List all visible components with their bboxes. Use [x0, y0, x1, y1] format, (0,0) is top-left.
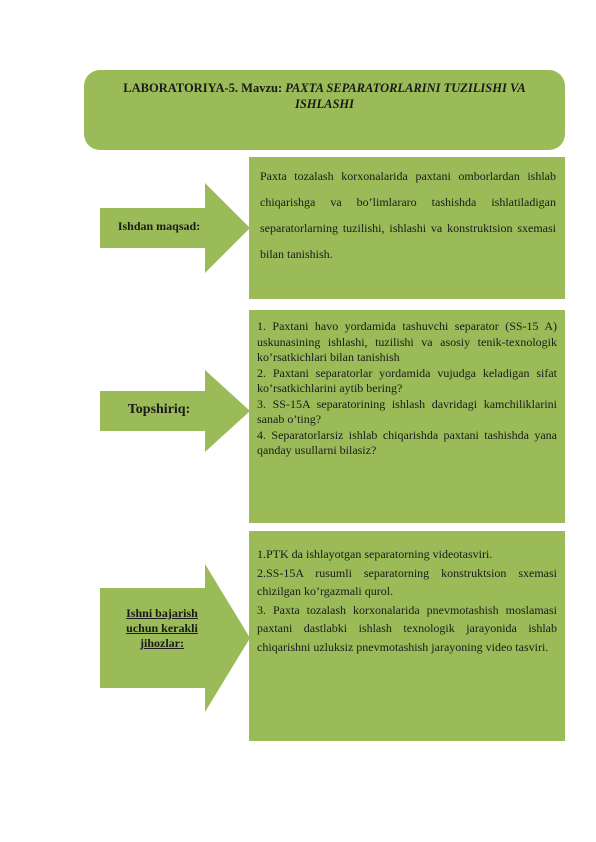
panel-topshiriq: [249, 310, 565, 523]
equipment-item: 2.SS-15A rusumli separatorning konstruktsion sxemasi chizilgan ko’rgazmali qurol.: [257, 565, 557, 598]
lab-title-prefix: LABORATORIYA-5. Mavzu:: [123, 81, 283, 95]
equipment-item: 3. Paxta tozalash korxonalarida pnevmotashish moslamasi paxtani dastlabki ishlash texnologik jarayonida ishlab chiqarishni uzluksiz pnevmotashish jarayoning video tasviri.: [257, 602, 557, 654]
panel-jihozlar: [249, 531, 565, 741]
task-item: 3. SS-15A separatorining ishlash davridagi kamchiliklarini sanab o’ting?: [257, 396, 557, 426]
arrow-ishdan-maqsad: [100, 183, 250, 273]
lab-title-banner: [84, 70, 565, 150]
section-label-topshiriq: Topshiriq:: [127, 402, 191, 417]
arrow-jihozlar: [100, 564, 250, 712]
task-item: 4. Separatorlarsiz ishlab chiqarishda paxtani tashishda yana qanday usullarni bilasiz?: [257, 427, 557, 457]
equipment-item: 1.PTK da ishlayotgan separatorning videotasviri.: [257, 547, 493, 561]
panel-text: Paxta tozalash korxonalarida paxtani omborlardan ishlab chiqarishga va bo’limlararo tashishda ishlatiladigan separatorlarning tuzilishi, ishlashi va konstruktsion sxemasi bilan tanishish.: [260, 169, 556, 261]
lab-title-topic: PAXTA SEPARATORLARINI TUZILISHI VA ISHLASHI: [285, 81, 526, 111]
section-label-jihozlar: Ishni bajarish uchun kerakli jihozlar:: [126, 606, 198, 650]
panel-ishdan-maqsad: [249, 157, 565, 299]
task-item: 1. Paxtani havo yordamida tashuvchi separator (SS-15 A) uskunasining ishlashi, tuzilishi va asosiy tenik-texnologik ko’rsatkichlari bilan tanishish: [257, 319, 557, 364]
task-item: 2. Paxtani separatorlar yordamida vujudga keladigan sifat ko’rsatkichlarini aytib bering?: [257, 365, 557, 395]
arrow-topshiriq: [100, 370, 250, 452]
section-label-ishdan-maqsad: Ishdan maqsad:: [117, 219, 201, 233]
